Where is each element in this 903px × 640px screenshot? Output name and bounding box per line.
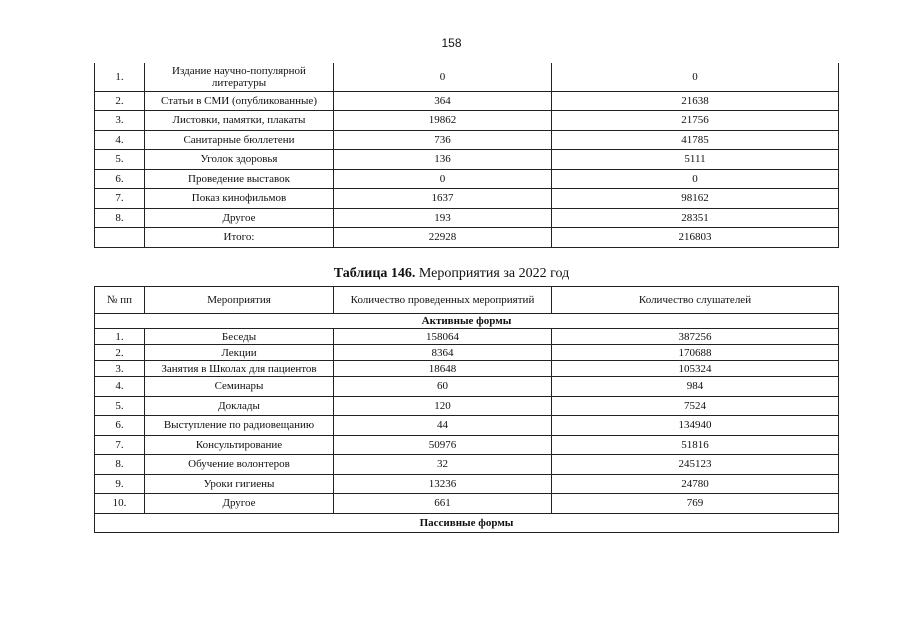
row-number: 5. [95, 150, 145, 170]
table-row [95, 345, 839, 361]
header-num: № пп [95, 287, 145, 314]
event-name: Беседы [145, 329, 334, 345]
listener-count: 170688 [552, 345, 839, 361]
event-count: 44 [334, 416, 552, 436]
event-name: Занятия в Школах для пациентов [145, 361, 334, 377]
row-number: 8. [95, 208, 145, 228]
event-count: 136 [334, 150, 552, 170]
row-number: 1. [95, 329, 145, 345]
table-row [95, 130, 839, 150]
total-label: Итого: [145, 228, 334, 248]
event-count: 158064 [334, 329, 552, 345]
table-row [95, 494, 839, 514]
row-number [95, 228, 145, 248]
table-caption-number: Таблица 146. [333, 266, 416, 281]
row-number: 6. [95, 169, 145, 189]
table-row [95, 435, 839, 455]
row-number: 7. [95, 435, 145, 455]
row-number: 3. [95, 361, 145, 377]
listener-count: 21756 [552, 111, 839, 131]
table-row [95, 474, 839, 494]
header-listeners: Количество слушателей [552, 287, 839, 314]
row-number: 4. [95, 130, 145, 150]
event-count: 50976 [334, 435, 552, 455]
event-name: Другое [145, 494, 334, 514]
event-count: 120 [334, 396, 552, 416]
table-row [95, 91, 839, 111]
event-count: 19862 [334, 111, 552, 131]
header-count: Количество проведенных мероприятий [334, 287, 552, 314]
events-2022-table [94, 286, 839, 533]
event-name: Издание научно-популярной литературы [145, 63, 334, 91]
section-row-active [95, 314, 839, 329]
row-number: 8. [95, 455, 145, 475]
event-name: Консультирование [145, 435, 334, 455]
event-name: Проведение выставок [145, 169, 334, 189]
event-count: 32 [334, 455, 552, 475]
event-count: 1637 [334, 189, 552, 209]
event-count: 8364 [334, 345, 552, 361]
listener-count: 24780 [552, 474, 839, 494]
event-name: Доклады [145, 396, 334, 416]
row-number: 10. [95, 494, 145, 514]
listener-count: 984 [552, 377, 839, 397]
section-title: Пассивные формы [95, 513, 839, 533]
table-caption-title: Мероприятия за 2022 год [415, 266, 570, 281]
event-count: 193 [334, 208, 552, 228]
header-name: Мероприятия [145, 287, 334, 314]
table-row [95, 189, 839, 209]
listener-count: 769 [552, 494, 839, 514]
event-name: Показ кинофильмов [145, 189, 334, 209]
row-number: 2. [95, 91, 145, 111]
event-count: 736 [334, 130, 552, 150]
row-number: 1. [95, 63, 145, 91]
listener-count: 41785 [552, 130, 839, 150]
row-number: 7. [95, 189, 145, 209]
event-name: Лекции [145, 345, 334, 361]
event-count: 18648 [334, 361, 552, 377]
listener-count: 98162 [552, 189, 839, 209]
table-row [95, 208, 839, 228]
listener-count: 7524 [552, 396, 839, 416]
total-count: 22928 [334, 228, 552, 248]
listener-count: 28351 [552, 208, 839, 228]
listener-count: 0 [552, 63, 839, 91]
event-name: Обучение волонтеров [145, 455, 334, 475]
events-table-continued [94, 63, 839, 248]
table-row [95, 396, 839, 416]
event-count: 661 [334, 494, 552, 514]
page-number: 158 [441, 36, 462, 50]
table-row [95, 361, 839, 377]
listener-count: 134940 [552, 416, 839, 436]
table-row [95, 416, 839, 436]
row-number: 9. [95, 474, 145, 494]
listener-count: 105324 [552, 361, 839, 377]
table-caption [0, 266, 903, 282]
table-row [95, 377, 839, 397]
row-number: 3. [95, 111, 145, 131]
event-name: Другое [145, 208, 334, 228]
event-name: Уроки гигиены [145, 474, 334, 494]
event-count: 0 [334, 169, 552, 189]
listener-count: 51816 [552, 435, 839, 455]
event-count: 0 [334, 63, 552, 91]
event-count: 13236 [334, 474, 552, 494]
table-row [95, 455, 839, 475]
event-name: Листовки, памятки, плакаты [145, 111, 334, 131]
listener-count: 21638 [552, 91, 839, 111]
row-number: 2. [95, 345, 145, 361]
event-count: 364 [334, 91, 552, 111]
listener-count: 387256 [552, 329, 839, 345]
table-row [95, 329, 839, 345]
event-name: Выступление по радиовещанию [145, 416, 334, 436]
listener-count: 0 [552, 169, 839, 189]
row-number: 4. [95, 377, 145, 397]
row-number: 5. [95, 396, 145, 416]
table-row [95, 63, 839, 91]
event-name: Уголок здоровья [145, 150, 334, 170]
row-number: 6. [95, 416, 145, 436]
table-row [95, 111, 839, 131]
listener-count: 245123 [552, 455, 839, 475]
event-count: 60 [334, 377, 552, 397]
table-row [95, 150, 839, 170]
table-header-row [95, 287, 839, 314]
table-row [95, 169, 839, 189]
section-title: Активные формы [95, 314, 839, 329]
event-name: Статьи в СМИ (опубликованные) [145, 91, 334, 111]
total-row [95, 228, 839, 248]
section-row-passive [95, 513, 839, 533]
event-name: Семинары [145, 377, 334, 397]
listener-count: 5111 [552, 150, 839, 170]
event-name: Санитарные бюллетени [145, 130, 334, 150]
total-listeners: 216803 [552, 228, 839, 248]
